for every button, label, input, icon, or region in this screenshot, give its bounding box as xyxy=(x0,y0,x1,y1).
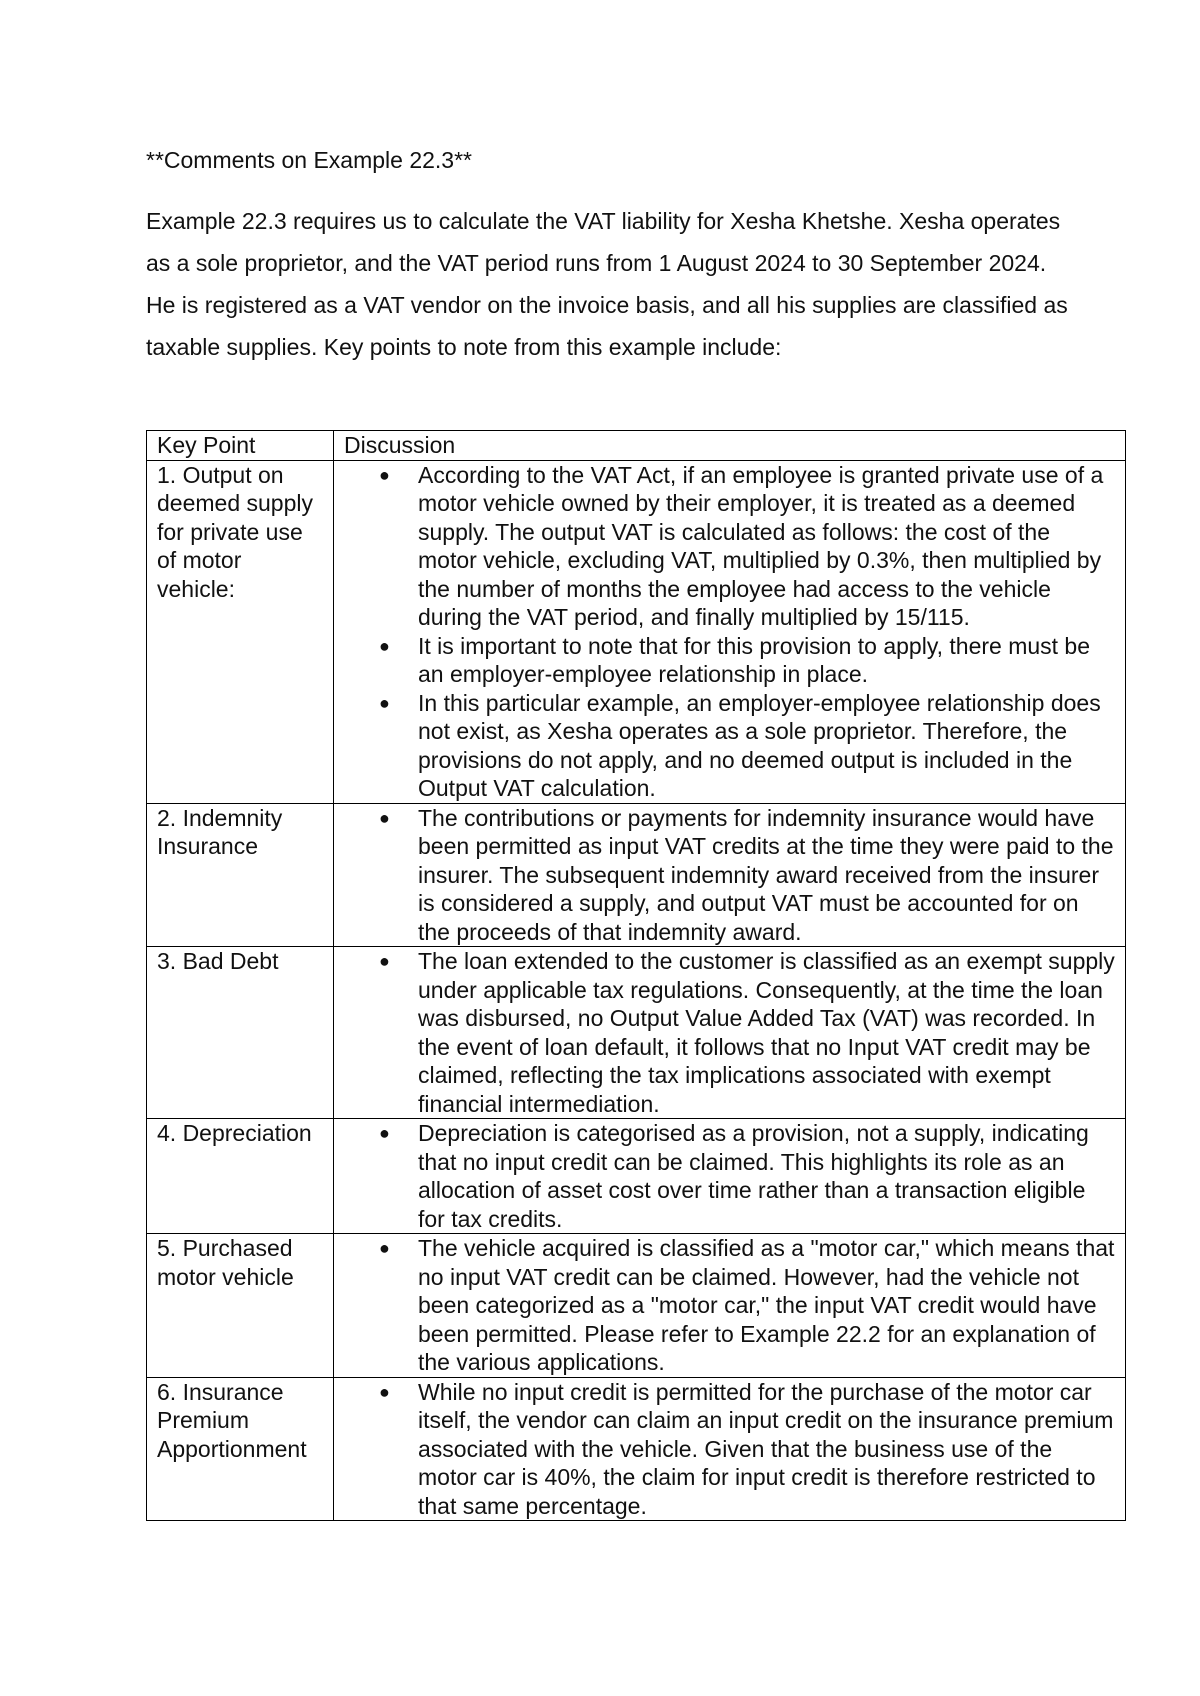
discussion-cell xyxy=(334,947,1126,1119)
column-header-key-point: Key Point xyxy=(147,431,334,461)
list-item xyxy=(344,461,1115,632)
table-row xyxy=(147,1377,1126,1521)
list-item xyxy=(344,947,1115,1118)
key-point-cell: 5. Purchased motor vehicle xyxy=(147,1234,334,1378)
discussion-cell xyxy=(334,1119,1126,1234)
key-point-cell: 1. Output on deemed supply for private use of motor vehicle: xyxy=(147,460,334,803)
list-item xyxy=(344,1119,1115,1233)
bullet-text: Depreciation is categorised as a provision, not a supply, indicating that no input credit can be claimed. This highlights its role as an allocation of asset cost over time rather than a transaction eligible for tax credits. xyxy=(418,1120,1089,1232)
bullet-list xyxy=(344,804,1115,947)
discussion-cell xyxy=(334,460,1126,803)
bullet-text: The contributions or payments for indemnity insurance would have been permitted as input VAT credits at the time they were paid to the insurer. The subsequent indemnity award received from the insurer is considered a supply, and output VAT must be accounted for on the proceeds of that indemnity award. xyxy=(418,804,1114,945)
list-item xyxy=(344,1234,1115,1377)
list-item xyxy=(344,689,1115,803)
list-item xyxy=(344,632,1115,689)
bullet-icon: ● xyxy=(379,951,390,971)
bullet-text: The loan extended to the customer is classified as an exempt supply under applicable tax regulations. Consequently, at the time the loan was disbursed, no Output Value Added Tax (VAT) was recorded. In the event of loan default, it follows that no Input VAT credit may be claimed, reflecting the tax implications associated with exempt financial intermediation. xyxy=(418,948,1115,1117)
discussion-cell xyxy=(334,1234,1126,1378)
bullet-list xyxy=(344,947,1115,1118)
column-header-discussion: Discussion xyxy=(334,431,1126,461)
table-row xyxy=(147,1234,1126,1378)
key-point-cell: 2. Indemnity Insurance xyxy=(147,803,334,947)
bullet-list xyxy=(344,1234,1115,1377)
table-row xyxy=(147,460,1126,803)
bullet-icon: ● xyxy=(379,1381,390,1402)
table-row xyxy=(147,803,1126,947)
bullet-text: In this particular example, an employer-employee relationship does not exist, as Xesha operates as a sole proprietor. Therefore, the provisions do not apply, and no deemed output is included in the Output VAT calculation. xyxy=(418,689,1101,801)
table-row xyxy=(147,1119,1126,1234)
list-item xyxy=(344,1378,1115,1521)
bullet-list xyxy=(344,461,1115,803)
intro-paragraph: Example 22.3 requires us to calculate the VAT liability for Xesha Khetshe. Xesha operates as a sole proprietor, and the VAT period runs from 1 August 2024 to 30 September 2024. He is registered as a VAT vendor on the invoice basis, and all his supplies are classified as taxable supplies. Key points to note from this example include: xyxy=(146,208,1068,360)
key-points-table xyxy=(146,430,1126,1521)
bullet-list xyxy=(344,1378,1115,1521)
bullet-list xyxy=(344,1119,1115,1233)
bullet-text: The vehicle acquired is classified as a "motor car," which means that no input VAT credit can be claimed. However, had the vehicle not been categorized as a "motor car," the input VAT credit would have been permitted. Please refer to Example 22.2 for an explanation of the various applications. xyxy=(418,1235,1115,1375)
discussion-cell xyxy=(334,1377,1126,1521)
key-point-cell: 4. Depreciation xyxy=(147,1119,334,1234)
list-item xyxy=(344,804,1115,947)
bullet-text: While no input credit is permitted for the purchase of the motor car itself, the vendor can claim an input credit on the insurance premium associated with the vehicle. Given that the business use of the motor car is 40%, the claim for input credit is therefore restricted to that same percentage. xyxy=(418,1378,1114,1519)
table-header-row xyxy=(147,431,1126,461)
bullet-text: According to the VAT Act, if an employee is granted private use of a motor vehicle owned by their employer, it is treated as a deemed supply. The output VAT is calculated as follows: the cost of the motor vehicle, excluding VAT, multiplied by 0.3%, then multiplied by the number of months the employee had access to the vehicle during the VAT period, and finally multiplied by 15/115. xyxy=(418,461,1104,630)
bullet-icon: ● xyxy=(379,1123,390,1143)
bullet-icon: ● xyxy=(379,807,390,828)
key-point-cell: 3. Bad Debt xyxy=(147,947,334,1119)
bullet-icon: ● xyxy=(379,635,390,656)
bullet-icon: ● xyxy=(379,692,390,713)
key-point-cell: 6. Insurance Premium Apportionment xyxy=(147,1377,334,1521)
document-heading: **Comments on Example 22.3** xyxy=(146,147,472,173)
bullet-icon: ● xyxy=(379,1238,390,1258)
bullet-text: It is important to note that for this provision to apply, there must be an employer-employee relationship in place. xyxy=(418,632,1091,687)
table-row xyxy=(147,947,1126,1119)
discussion-cell xyxy=(334,803,1126,947)
bullet-icon: ● xyxy=(379,464,390,485)
